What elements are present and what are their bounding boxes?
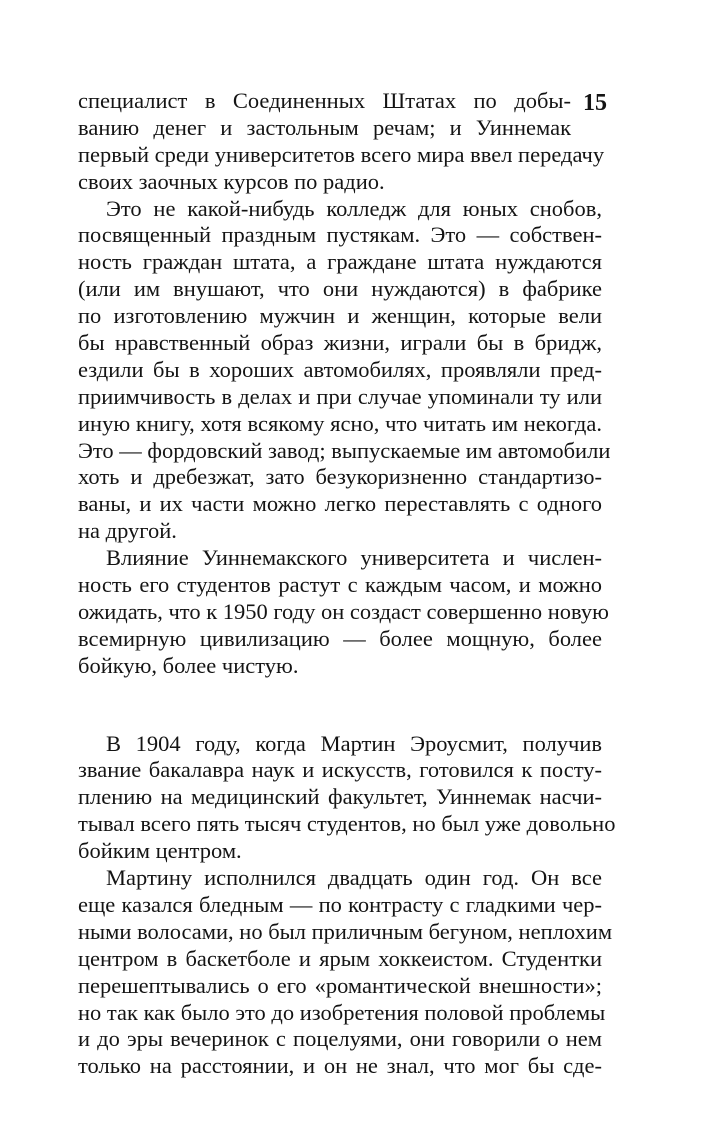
text-line: хоть и дребезжат, зато безукоризненно стандартизо- [78,464,602,490]
text-line: Это — фордовский завод; выпускаемые им автомобили [78,437,611,463]
text-line: (или им внушают, что они нуждаются) в фабрике [78,276,602,302]
text-line: звание бакалавра наук и искусств, готовился к посту- [78,757,602,783]
text-line: перешептывались о его «романтической внешности»; [78,972,602,998]
section-break [78,680,602,731]
text-line: бойким центром. [78,838,242,864]
paragraph-4 [78,730,616,865]
text-line: всемирную цивилизацию — более мощную, более [78,625,602,651]
text-line: иную книгу, хотя всякому ясно, что читать им некогда. [78,410,602,436]
text-line: Влияние Уиннемакского университета и числен- [106,545,602,571]
text-line: посвященный праздным пустякам. Это — собствен- [78,222,602,248]
text-line: но так как было это до изобретения половой проблемы [78,999,606,1025]
text-line: центром в баскетболе и ярым хоккеистом. Студентки [78,945,602,971]
text-line: тывал всего пять тысяч студентов, но был уже довольно [78,811,616,837]
text-line: по изготовлению мужчин и женщин, которые вели [78,303,602,329]
text-line: первый среди университетов всего мира ввел передачу [78,141,605,167]
text-line: ванию денег и застольным речам; и Уиннемак [78,114,571,140]
text-line: специалист в Соединенных Штатах по добы- [78,88,571,113]
paragraph-5 [78,865,613,1080]
text-line: на другой. [78,518,177,544]
text-line: приимчивость в делах и при случае упоминали ту или [78,383,602,409]
paragraph-1 [78,88,605,196]
text-line: ность граждан штата, а граждане штата нуждаются [78,249,602,275]
text-line: В 1904 году, когда Мартин Эроусмит, получив [106,730,602,756]
text-line: своих заочных курсов по радио. [78,168,385,194]
text-line: и до эры вечеринок с поцелуями, они говорили о нем [78,1026,602,1052]
text-line: еще казался бледным — по контрасту с гладкими чер- [78,891,602,917]
text-line: Это не какой-нибудь колледж для юных снобов, [106,195,602,221]
text-line: бойкую, более чистую. [78,652,299,678]
text-line: ность его студентов растут с каждым часом, и можно [78,572,602,598]
text-line: плению на медицинский факультет, Уиннемак насчи- [78,784,602,810]
text-line: ными волосами, но был приличным бегуном, неплохим [78,918,613,944]
text-line: только на расстоянии, и он не знал, что мог бы сде- [78,1053,602,1079]
text-line: ездили бы в хороших автомобилях, проявляли пред- [78,356,602,382]
text-line: ожидать, что к 1950 году он создаст совершенно новую [78,598,609,624]
text-line: ваны, и их части можно легко переставлять с одного [78,491,602,517]
page-number: 15 [583,90,607,116]
body-text [78,88,616,1080]
paragraph-2 [78,195,611,546]
paragraph-3 [78,545,609,679]
text-line: Мартину исполнился двадцать один год. Он все [106,865,602,891]
text-line: бы нравственный образ жизни, играли бы в бридж, [78,330,602,356]
